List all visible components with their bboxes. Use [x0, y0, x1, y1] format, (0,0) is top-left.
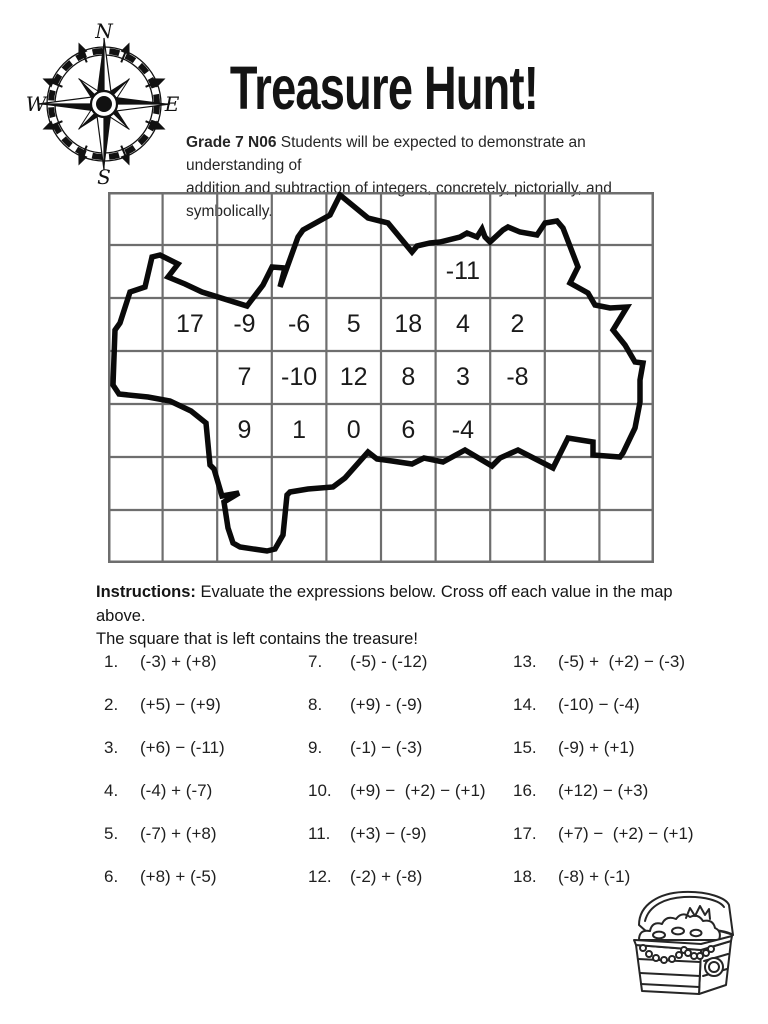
map-value: 18 — [394, 310, 423, 338]
grade-line-1 — [186, 131, 656, 177]
compass-label-north: N — [95, 19, 113, 43]
problem-expression: (-2) + (-8) — [350, 867, 423, 886]
problem-number: 8. — [308, 695, 323, 714]
problem-number: 2. — [104, 695, 119, 714]
problem-number: 18. — [513, 867, 537, 886]
compass-label-west: W — [26, 92, 47, 116]
problem-expression: (+8) + (-5) — [140, 867, 217, 886]
compass-label-east: E — [164, 92, 180, 116]
grade-line-2: addition and subtraction of integers, concretely, pictorially, and symbolically. — [186, 180, 612, 220]
problem-expression: (-5) + (+2) − (-3) — [558, 652, 686, 671]
treasure-map — [108, 192, 654, 563]
map-value: 3 — [455, 363, 470, 391]
map-value: -6 — [287, 310, 311, 338]
map-value: 6 — [401, 416, 416, 444]
problem-number: 14. — [513, 695, 537, 714]
grade-label: Grade 7 N06 — [186, 134, 277, 151]
problem-number: 16. — [513, 781, 537, 800]
problems-list — [96, 652, 716, 922]
problem-number: 3. — [104, 738, 119, 757]
problem-expression: (+9) − (+2) − (+1) — [350, 781, 486, 800]
compass-label-south: S — [97, 165, 111, 186]
map-value: 1 — [292, 416, 307, 444]
problem-expression: (-5) - (-12) — [350, 652, 428, 671]
problem-expression: (+9) - (-9) — [350, 695, 423, 714]
problem-expression: (+7) − (+2) − (+1) — [558, 824, 694, 843]
problem-number: 9. — [308, 738, 323, 757]
problem-expression: (+12) − (+3) — [558, 781, 649, 800]
problem-number: 17. — [513, 824, 537, 843]
problem-expression: (-10) − (-4) — [558, 695, 640, 714]
page-title: Treasure Hunt! — [229, 54, 539, 122]
problem-expression: (-7) + (+8) — [140, 824, 217, 843]
problem-number: 5. — [104, 824, 119, 843]
chest-coin — [691, 930, 702, 936]
map-value: -10 — [281, 363, 318, 391]
map-value: 9 — [237, 416, 252, 444]
grade-text-1: Students will be expected to demonstrate an understanding of — [186, 134, 586, 174]
map-value: 17 — [175, 310, 204, 338]
map-value: 7 — [237, 363, 252, 391]
map-value: 4 — [455, 310, 470, 338]
map-value: -11 — [445, 257, 481, 285]
instructions-text-1: Evaluate the expressions below. Cross off each value in the map above. — [96, 583, 673, 625]
map-value: -9 — [233, 310, 256, 338]
problem-expression: (-3) + (+8) — [140, 652, 217, 671]
problem-expression: (-8) + (-1) — [558, 867, 631, 886]
instructions-label: Instructions: — [96, 583, 196, 601]
map-value: 12 — [339, 363, 368, 391]
map-value: -4 — [451, 416, 474, 444]
map-value: 0 — [346, 416, 361, 444]
instructions — [96, 581, 716, 652]
instructions-line-2: The square that is left contains the treasure! — [96, 630, 418, 648]
problem-number: 11. — [308, 824, 331, 843]
map-value: -8 — [506, 363, 529, 391]
problem-expression: (-1) − (-3) — [350, 738, 423, 757]
map-value: 2 — [510, 310, 525, 338]
problem-number: 15. — [513, 738, 537, 757]
problem-number: 1. — [104, 652, 119, 671]
problem-expression: (+6) − (-11) — [140, 738, 225, 757]
instructions-line-1 — [96, 581, 716, 628]
chest-ring-inner — [709, 962, 719, 972]
problem-expression: (-9) + (+1) — [558, 738, 635, 757]
map-value: 5 — [346, 310, 361, 338]
problem-number: 10. — [308, 781, 332, 800]
problem-number: 12. — [308, 867, 332, 886]
problem-number: 7. — [308, 652, 323, 671]
map-value: 8 — [401, 363, 416, 391]
problem-expression: (+3) − (-9) — [350, 824, 427, 843]
problem-number: 13. — [513, 652, 537, 671]
problem-expression: (+5) − (+9) — [140, 695, 221, 714]
treasure-chest-illustration — [626, 888, 750, 1000]
problem-expression: (-4) + (-7) — [140, 781, 213, 800]
problem-number: 4. — [104, 781, 119, 800]
chest-coin — [653, 932, 665, 939]
chest-coin — [672, 928, 684, 935]
problem-number: 6. — [104, 867, 119, 886]
